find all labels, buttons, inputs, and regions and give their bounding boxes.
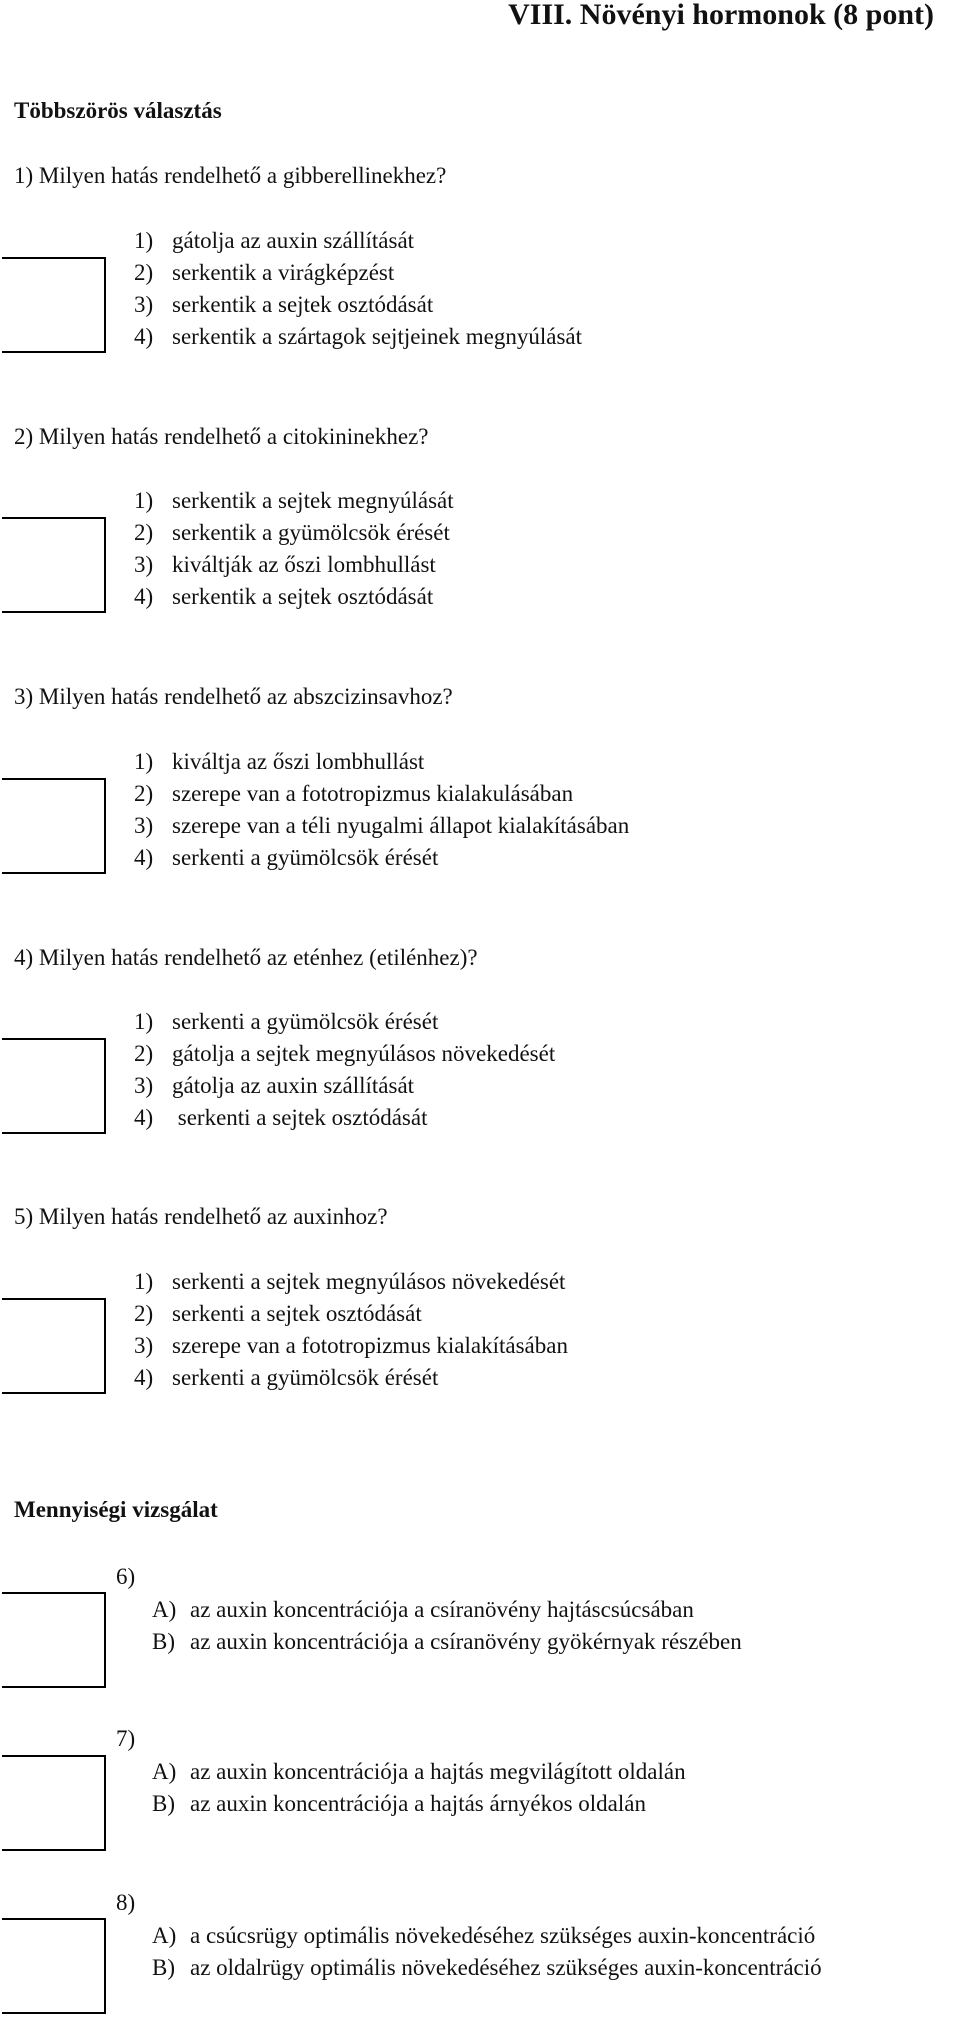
option [134,1070,555,1102]
option-text: serkentik a sejtek megnyúlását [172,488,454,513]
options-question-1 [134,225,582,353]
option-number: 3) [134,813,154,838]
options-question-2 [134,485,454,613]
option-text: serkenti a sejtek osztódását [172,1301,422,1326]
option-number: 4) [134,1105,154,1130]
option-number: 1) [134,749,154,774]
option-number: 4) [134,1365,154,1390]
option [134,517,454,549]
option [134,778,629,810]
option-text: serkenti a gyümölcsök érését [172,1365,439,1390]
option-text: serkentik a gyümölcsök érését [172,520,450,545]
option [134,581,454,613]
option-text: serkentik a szártagok sejtjeinek megnyúlását [172,324,583,349]
option-text: gátolja a sejtek megnyúlásos növekedését [172,1041,556,1066]
option-letter: B) [152,1955,175,1980]
option [134,257,582,289]
comparison-7-number: 7) [116,1726,136,1751]
option-text: kiváltják az őszi lombhullást [172,552,436,577]
option [134,289,582,321]
question-4: 4) Milyen hatás rendelhető az eténhez (etilénhez)? [14,945,478,970]
option-number: 4) [134,584,154,609]
answer-box-6[interactable] [2,1592,106,1688]
answer-box-2[interactable] [2,517,106,613]
option-text: szerepe van a fototropizmus kialakulásában [172,781,574,806]
options-comparison-7 [152,1756,686,1820]
option-text: az auxin koncentrációja a csíranövény hajtáscsúcsában [190,1597,694,1622]
option-text: serkenti a sejtek osztódását [172,1105,428,1130]
option-number: 2) [134,1041,154,1066]
option-text: az auxin koncentrációja a hajtás árnyékos oldalán [190,1791,646,1816]
section-title-quantitative: Mennyiségi vizsgálat [14,1497,218,1522]
option-number: 1) [134,1269,154,1294]
option-number: 4) [134,324,154,349]
options-question-3 [134,746,629,874]
comparison-8-number: 8) [116,1890,136,1915]
option [134,1006,555,1038]
answer-box-5[interactable] [2,1298,106,1394]
option [134,1362,568,1394]
answer-box-1[interactable] [2,257,106,353]
option [134,549,454,581]
option [134,810,629,842]
option-number: 2) [134,520,154,545]
option-letter: B) [152,1629,175,1654]
option-text: az auxin koncentrációja a csíranövény gyökérnyak részében [190,1629,742,1654]
options-question-5 [134,1266,568,1394]
option-number: 3) [134,1333,154,1358]
option-text: gátolja az auxin szállítását [172,1073,415,1098]
option [134,321,582,353]
option [152,1756,686,1788]
option [134,1102,555,1134]
option-text: serkentik a virágképzést [172,260,395,285]
option-number: 2) [134,1301,154,1326]
option-number: 3) [134,1073,154,1098]
option [134,1330,568,1362]
option-text: az oldalrügy optimális növekedéséhez szükséges auxin-koncentráció [190,1955,822,1980]
page-title: VIII. Növényi hormonok (8 pont) [508,0,934,31]
option-text: serkentik a sejtek osztódását [172,584,434,609]
option-number: 1) [134,228,154,253]
option [134,1298,568,1330]
option-text: gátolja az auxin szállítását [172,228,415,253]
answer-box-7[interactable] [2,1755,106,1851]
option-text: serkenti a gyümölcsök érését [172,1009,439,1034]
option-number: 3) [134,292,154,317]
option-text: szerepe van a fototropizmus kialakításában [172,1333,568,1358]
option-number: 4) [134,845,154,870]
options-comparison-8 [152,1920,822,1984]
question-1: 1) Milyen hatás rendelhető a gibberellinekhez? [14,163,447,188]
option-letter: A) [152,1597,177,1622]
option-letter: B) [152,1791,175,1816]
option-letter: A) [152,1759,177,1784]
option [134,1038,555,1070]
option [152,1920,822,1952]
options-question-4 [134,1006,555,1134]
option-number: 1) [134,488,154,513]
option-text: az auxin koncentrációja a hajtás megvilágított oldalán [190,1759,686,1784]
option [134,485,454,517]
option [134,225,582,257]
option-number: 1) [134,1009,154,1034]
option [152,1626,742,1658]
answer-box-4[interactable] [2,1038,106,1134]
comparison-6-number: 6) [116,1564,136,1589]
option [134,842,629,874]
question-3: 3) Milyen hatás rendelhető az abszcizinsavhoz? [14,684,453,709]
option-number: 2) [134,260,154,285]
question-5: 5) Milyen hatás rendelhető az auxinhoz? [14,1204,388,1229]
options-comparison-6 [152,1594,742,1658]
option-text: szerepe van a téli nyugalmi állapot kialakításában [172,813,630,838]
option-number: 2) [134,781,154,806]
option [134,746,629,778]
option-text: serkentik a sejtek osztódását [172,292,434,317]
option-text: serkenti a gyümölcsök érését [172,845,439,870]
option-letter: A) [152,1923,177,1948]
option-text: serkenti a sejtek megnyúlásos növekedését [172,1269,566,1294]
option [152,1952,822,1984]
section-title-multiple-choice: Többszörös választás [14,98,222,123]
option-text: a csúcsrügy optimális növekedéséhez szükséges auxin-koncentráció [190,1923,816,1948]
option-number: 3) [134,552,154,577]
option-text: kiváltja az őszi lombhullást [172,749,425,774]
question-2: 2) Milyen hatás rendelhető a citokininekhez? [14,424,429,449]
answer-box-3[interactable] [2,778,106,874]
answer-box-8[interactable] [2,1918,106,2014]
option [152,1788,686,1820]
option [152,1594,742,1626]
option [134,1266,568,1298]
